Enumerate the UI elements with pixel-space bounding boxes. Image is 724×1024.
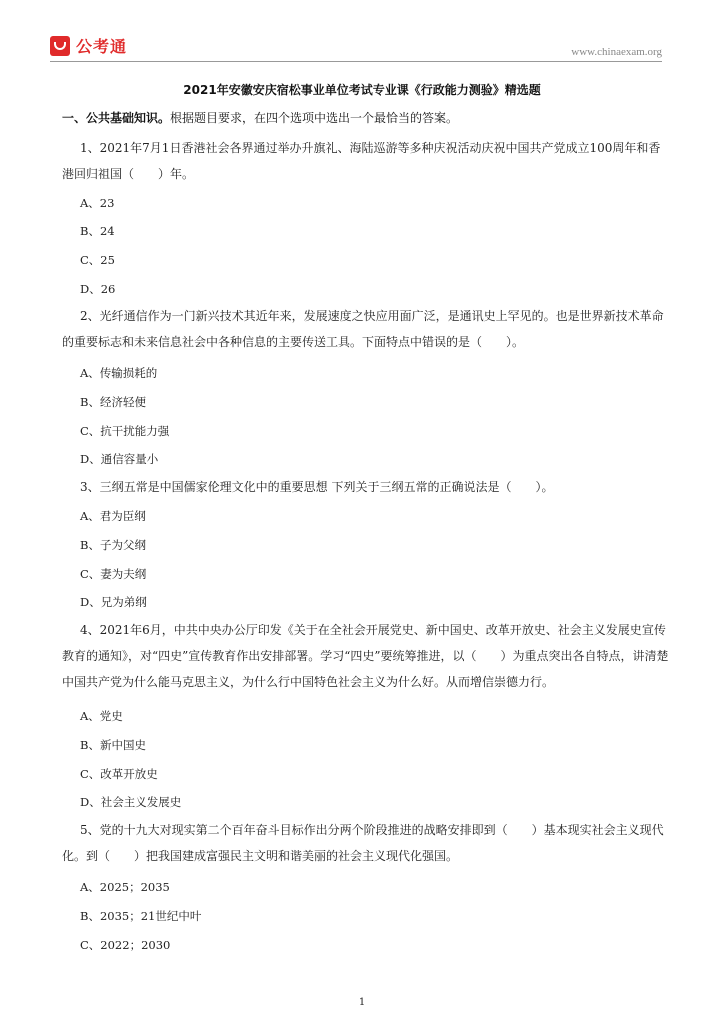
question-text: 3、三纲五常是中国儒家伦理文化中的重要思想 下列关于三纲五常的正确说法是（ ）。 — [80, 480, 554, 494]
question-text: 1、2021年7月1日香港社会各界通过举办升旗礼、海陆巡游等多种庆祝活动庆祝中国共产党成立100周年和香港回归祖国（ ）年。 — [62, 141, 661, 181]
section-label: 一、公共基础知识。 — [62, 111, 171, 125]
option: D、26 — [80, 282, 116, 296]
question-text: 4、2021年6月，中共中央办公厅印发《关于在全社会开展党史、新中国史、改革开放史、社会主义发展史宣传教育的通知》，对“四史”宣传教育作出安排部署。学习“四史”要统筹推进，以（ ）为重点突出各自特点，讲清楚中国共产党为什么能马克思主义，为什么行中国特色社会主义为什么好。从而增信崇德力行。 — [62, 623, 669, 689]
option: B、新中国史 — [80, 738, 146, 752]
section-heading — [62, 109, 458, 126]
question-5 — [62, 817, 672, 869]
page-number: 1 — [358, 997, 366, 1008]
logo — [50, 34, 127, 57]
header-divider — [50, 61, 662, 62]
option: B、经济轻便 — [80, 395, 146, 409]
question-text: 2、光纤通信作为一门新兴技术其近年来，发展速度之快应用面广泛，是通讯史上罕见的。也是世界新技术革命的重要标志和未来信息社会中各种信息的主要传送工具。下面特点中错误的是（ ）。 — [62, 309, 664, 349]
option: A、2025；2035 — [80, 880, 170, 894]
question-4 — [62, 617, 672, 695]
option: D、兄为弟纲 — [80, 595, 147, 609]
option: A、党史 — [80, 709, 123, 723]
document-title: 2021年安徽安庆宿松事业单位考试专业课《行政能力测验》精选题 — [183, 83, 541, 97]
option: C、妻为夫纲 — [80, 567, 147, 581]
option: D、通信容量小 — [80, 452, 159, 466]
option: C、改革开放史 — [80, 767, 158, 781]
option: D、社会主义发展史 — [80, 795, 182, 809]
option: A、传输损耗的 — [80, 366, 158, 380]
site-url: www.chinaexam.org — [571, 46, 662, 58]
option: C、2022；2030 — [80, 938, 171, 952]
logo-icon — [50, 36, 70, 56]
option: C、25 — [80, 253, 115, 267]
question-3 — [62, 474, 672, 500]
question-1 — [62, 135, 672, 187]
option: A、23 — [80, 196, 115, 210]
option: B、24 — [80, 224, 115, 238]
option: B、子为父纲 — [80, 538, 146, 552]
option: A、君为臣纲 — [80, 509, 146, 523]
logo-text: 公考通 — [76, 37, 128, 56]
section-instruction: 根据题目要求，在四个选项中选出一个最恰当的答案。 — [170, 111, 459, 125]
option: C、抗干扰能力强 — [80, 424, 170, 438]
question-text: 5、党的十九大对现实第二个百年奋斗目标作出分两个阶段推进的战略安排即到（ ）基本现实社会主义现代化。到（ ）把我国建成富强民主文明和谐美丽的社会主义现代化强国。 — [62, 823, 664, 863]
page-header — [50, 34, 662, 62]
option: B、2035；21世纪中叶 — [80, 909, 202, 923]
question-2 — [62, 303, 672, 355]
